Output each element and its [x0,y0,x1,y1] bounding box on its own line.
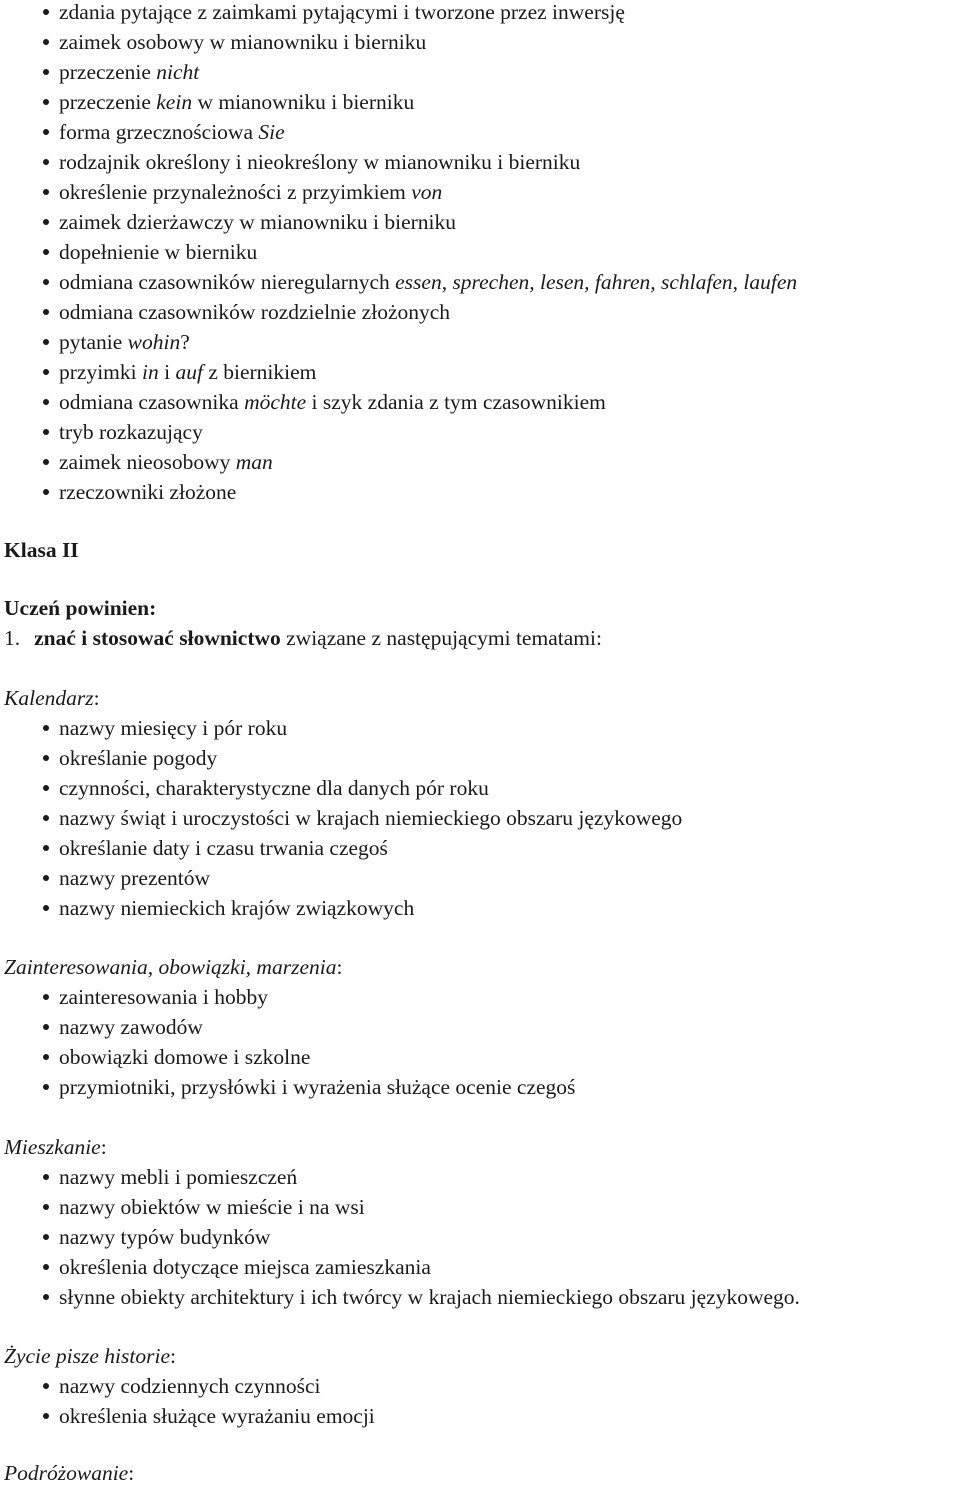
text-run: zaimek nieosobowy [59,450,236,474]
topic-colon: : [336,955,343,979]
grammar-list-item [59,147,580,177]
italic-term: von [411,180,443,204]
topic-title: Życie pisze historie [4,1344,171,1368]
grammar-list-item [59,447,273,477]
italic-term: Sie [258,120,285,144]
topic-list-item: nazwy typów budynków [59,1222,270,1252]
italic-term: möchte [244,390,307,414]
topic-list-item: przymiotniki, przysłówki i wyrażenia służące ocenie czegoś [59,1072,575,1102]
topic-colon: : [100,1135,107,1159]
topic-colon: : [170,1344,176,1368]
grammar-list-item [59,387,606,417]
topic-heading [4,952,342,982]
class-heading: Klasa II [4,538,79,562]
text-run: i [158,360,176,384]
text-run: pytanie [59,330,128,354]
text-run: określenie przynależności z przyimkiem [59,180,412,204]
topic-list-item: nazwy miesięcy i pór roku [59,713,287,743]
topic-heading [4,1132,107,1162]
italic-term: in [142,360,159,384]
text-run: rodzajnik określony i nieokreślony w mianowniku i bierniku [59,150,581,174]
text-run: przeczenie [59,60,157,84]
topic-list-item: określanie pogody [59,743,217,773]
grammar-list-item [59,207,456,237]
topic-heading [4,1341,176,1371]
grammar-list-item [59,0,625,27]
text-run: i szyk zdania z tym czasownikiem [306,390,606,414]
grammar-list-item [59,417,203,447]
topic-list-item: obowiązki domowe i szkolne [59,1042,310,1072]
text-run: przeczenie [59,90,157,114]
text-run: przyimki [59,360,142,384]
text-run: w mianowniku i bierniku [192,90,415,114]
text-run: zdania pytające z zaimkami pytającymi i tworzone przez inwersję [59,0,625,24]
grammar-list-item [59,87,414,117]
grammar-list-item [59,357,316,387]
topic-title: Kalendarz [4,686,94,710]
italic-term: essen, sprechen, lesen, fahren, schlafen, laufen [395,270,798,294]
text-run: ? [180,330,190,354]
grammar-list-item [59,237,257,267]
italic-term: nicht [156,60,200,84]
grammar-list-item [59,297,450,327]
topic-list-item: określenia służące wyrażaniu emocji [59,1401,375,1431]
text-run: rzeczowniki złożone [59,480,237,504]
point-text: związane z następującymi tematami: [280,626,602,650]
grammar-list-item [59,27,426,57]
topic-list-item: nazwy obiektów w mieście i na wsi [59,1192,365,1222]
grammar-list-item [59,477,236,507]
point-number: 1. [4,626,21,650]
text-run: dopełnienie w bierniku [59,240,258,264]
italic-term: auf [175,360,203,384]
point-bold-text: znać i stosować słownictwo [34,626,281,650]
topic-colon: : [128,1461,135,1485]
text-run: odmiana czasowników rozdzielnie złożonych [59,300,451,324]
topic-title: Podróżowanie [4,1461,129,1485]
topic-heading [4,683,100,713]
text-run: tryb rozkazujący [59,420,203,444]
topic-list-item: czynności, charakterystyczne dla danych pór roku [59,773,489,803]
point-1 [4,623,602,653]
topic-list-item: nazwy zawodów [59,1012,203,1042]
topic-colon: : [93,686,100,710]
italic-term: kein [156,90,193,114]
text-run: forma grzecznościowa [59,120,259,144]
grammar-list-item [59,117,285,147]
topic-list-item: nazwy mebli i pomieszczeń [59,1162,297,1192]
italic-term: man [235,450,273,474]
text-run: zaimek dzierżawczy w mianowniku i bierniku [59,210,457,234]
topic-title: Mieszkanie [4,1135,101,1159]
text-run: z biernikiem [202,360,317,384]
text-run: odmiana czasowników nieregularnych [59,270,396,294]
text-run: zaimek osobowy w mianowniku i bierniku [59,30,427,54]
grammar-list-item [59,267,797,297]
text-run: odmiana czasownika [59,390,245,414]
student-should-heading: Uczeń powinien: [4,596,157,620]
topic-list-item: zainteresowania i hobby [59,982,268,1012]
topic-list-item: nazwy świąt i uroczystości w krajach niemieckiego obszaru językowego [59,803,682,833]
topic-list-item: nazwy niemieckich krajów związkowych [59,893,414,923]
topic-list-item: określenia dotyczące miejsca zamieszkania [59,1252,431,1282]
italic-term: wohin [127,330,181,354]
grammar-list-item [59,177,442,207]
topic-list-item: określanie daty i czasu trwania czegoś [59,833,388,863]
topic-list-item: nazwy codziennych czynności [59,1371,320,1401]
grammar-list-item [59,327,190,357]
topic-list-item: słynne obiekty architektury i ich twórcy w krajach niemieckiego obszaru językowego. [59,1282,800,1312]
topic-list-item: nazwy prezentów [59,863,210,893]
grammar-list-item [59,57,199,87]
topic-title: Zainteresowania, obowiązki, marzenia [4,955,337,979]
